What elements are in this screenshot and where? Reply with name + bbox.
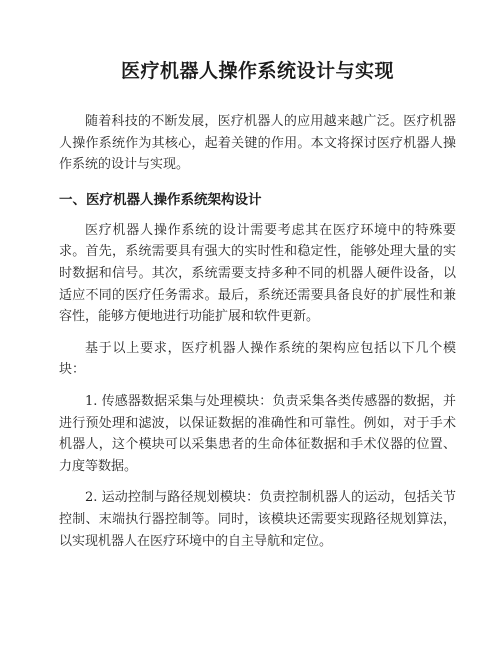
section-heading: 一、医疗机器人操作系统架构设计: [59, 191, 262, 208]
document-title: 医疗机器人操作系统设计与实现: [120, 60, 394, 82]
module-item-sensor: 1. 传感器数据采集与处理模块：负责采集各类传感器的数据，并进行预处理和滤波，以保证数据的准确性和可靠性。例如，对于手术机器人，这个模块可以采集患者的生命体征数据和手术仪器的位置、力度等数据。: [59, 393, 456, 474]
module-item-motion: 2. 运动控制与路径规划模块：负责控制机器人的运动，包括关节控制、末端执行器控制等。同时，该模块还需要实现路径规划算法，以实现机器人在医疗环境中的自主导航和定位。: [59, 490, 456, 549]
intro-paragraph: 随着科技的不断发展，医疗机器人的应用越来越广泛。医疗机器人操作系统作为其核心，起着关键的作用。本文将探讨医疗机器人操作系统的设计与实现。: [59, 114, 456, 173]
section-paragraph-modules-intro: 基于以上要求，医疗机器人操作系统的架构应包括以下几个模块：: [59, 340, 456, 378]
section-paragraph-requirements: 医疗机器人操作系统的设计需要考虑其在医疗环境中的特殊要求。首先，系统需要具有强大的实时性和稳定性，能够处理大量的实时数据和信号。其次，系统需要支持多种不同的机器人硬件设备，以适应不同的医疗任务需求。最后，系统还需要具备良好的扩展性和兼容性，能够方便地进行功能扩展和软件更新。: [59, 222, 456, 325]
